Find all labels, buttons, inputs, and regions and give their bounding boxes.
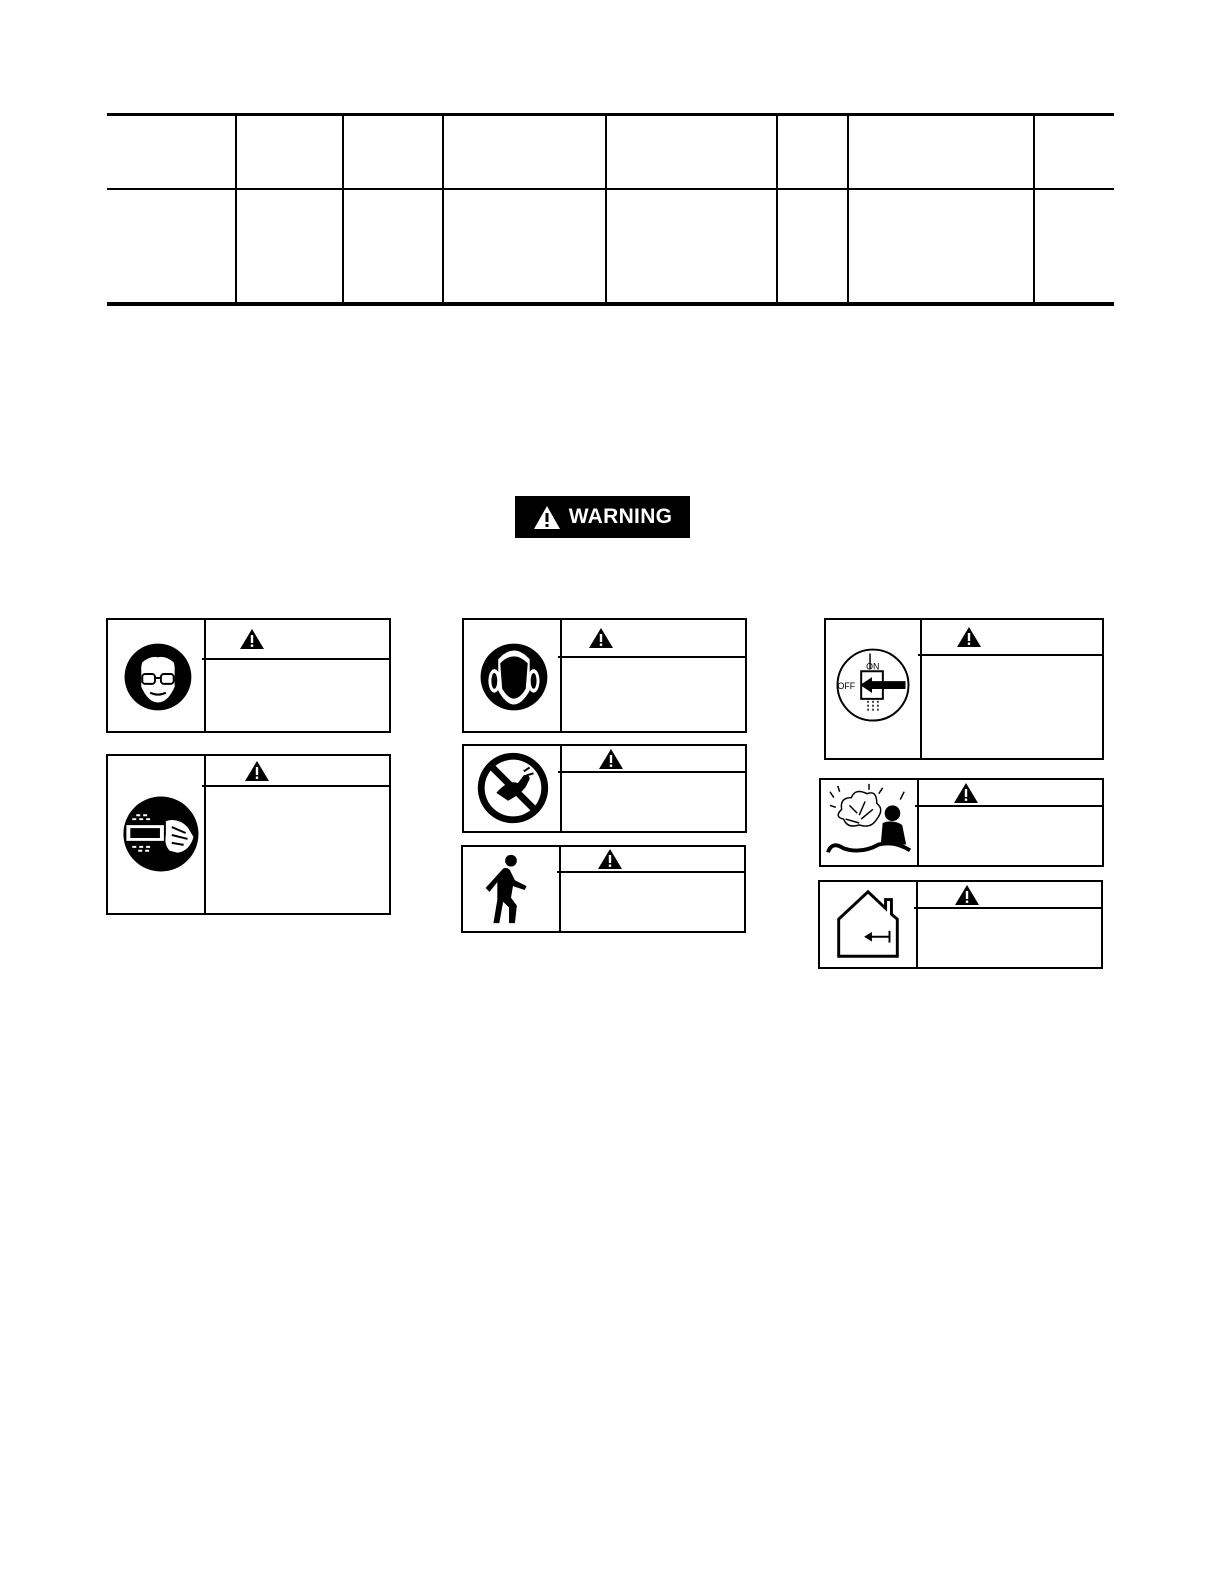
- safety-label-eye-protection: [106, 618, 391, 733]
- spray-hand-injury-icon: [108, 756, 204, 913]
- label-signal-header: [202, 620, 389, 660]
- safety-label-slip-hazard: [461, 845, 746, 933]
- safety-label-disconnect-power: [824, 618, 1104, 760]
- label-signal-header: [202, 756, 389, 787]
- label-signal-header: [558, 746, 745, 773]
- table-column-divider: [776, 113, 778, 304]
- ear-protection-icon: [464, 620, 560, 731]
- label-pictogram: [820, 882, 918, 967]
- label-signal-header: [914, 882, 1101, 909]
- label-body: [558, 773, 745, 831]
- safety-label-hand-spray: [106, 754, 391, 915]
- table-column-divider: [235, 113, 237, 304]
- label-signal-header: [557, 847, 744, 873]
- table-column-divider: [342, 113, 344, 304]
- table-column-divider: [605, 113, 607, 304]
- house-indoor-icon: [820, 882, 916, 967]
- safety-goggles-icon: [108, 620, 204, 731]
- no-spraying-person-icon: [464, 746, 560, 831]
- safety-label-hearing-protection: [462, 618, 747, 733]
- label-body: [918, 656, 1102, 758]
- table-top-rule: [107, 113, 1114, 116]
- svg-text:ON: ON: [866, 661, 880, 672]
- label-body: [558, 658, 745, 731]
- warning-triangle-icon: [953, 782, 979, 804]
- table-header-rule: [107, 188, 1114, 190]
- safety-label-indoor-use: [818, 880, 1103, 969]
- label-pictogram: [464, 620, 562, 731]
- table-bottom-rule: [107, 302, 1114, 306]
- warning-triangle-icon: [239, 628, 265, 650]
- safety-label-no-spray-at-person: [462, 744, 747, 833]
- table-column-divider: [847, 113, 849, 304]
- label-body: [202, 660, 389, 731]
- table-column-divider: [1033, 113, 1035, 304]
- safety-label-hose-burst: [819, 778, 1104, 867]
- label-pictogram: [108, 756, 206, 913]
- hose-rupture-icon: [821, 780, 917, 865]
- label-signal-header: [558, 620, 745, 658]
- warning-triangle-icon: [598, 748, 624, 770]
- warning-triangle-icon: [588, 627, 614, 649]
- warning-triangle-icon: [954, 884, 980, 906]
- warning-triangle-icon: [533, 505, 561, 530]
- label-pictogram: [463, 847, 561, 931]
- svg-text:OFF: OFF: [837, 681, 856, 691]
- label-pictogram: [108, 620, 206, 731]
- label-signal-header: [918, 620, 1102, 656]
- warning-banner: [515, 496, 690, 538]
- label-pictogram: [821, 780, 919, 865]
- label-signal-header: [915, 780, 1102, 807]
- off-switch-icon: [826, 620, 920, 758]
- label-body: [915, 807, 1102, 865]
- table-column-divider: [442, 113, 444, 304]
- warning-triangle-icon: [956, 626, 982, 648]
- warning-triangle-icon: [244, 760, 270, 782]
- specification-table: [107, 113, 1114, 306]
- label-body: [202, 787, 389, 913]
- label-pictogram: [464, 746, 562, 831]
- label-pictogram: [826, 620, 922, 758]
- falling-person-icon: [463, 847, 559, 931]
- warning-banner-label: WARNING: [568, 505, 673, 528]
- warning-triangle-icon: [597, 848, 623, 870]
- label-body: [914, 909, 1101, 967]
- label-body: [557, 873, 744, 931]
